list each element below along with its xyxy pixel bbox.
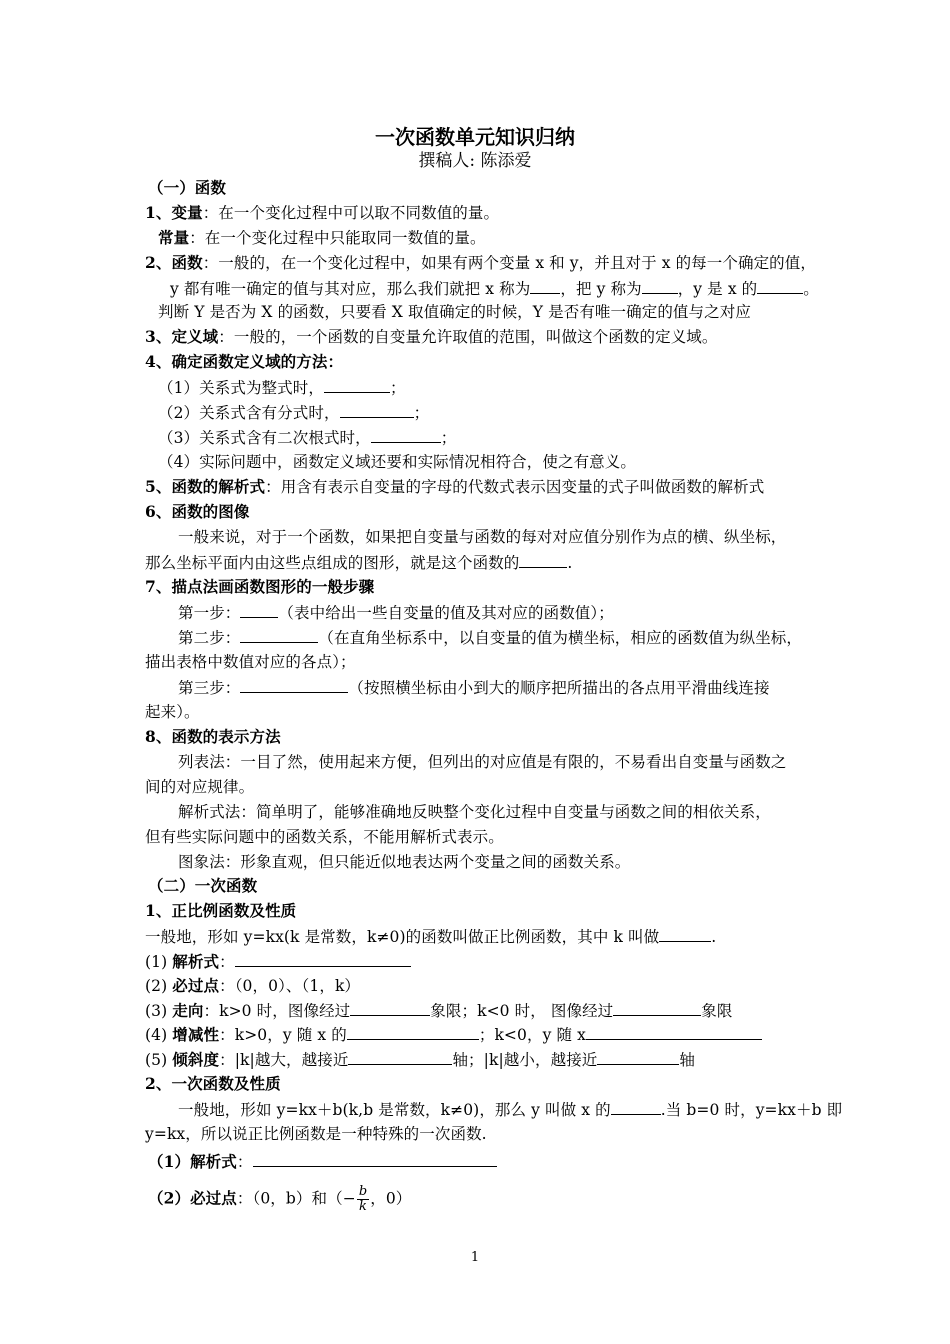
step-3-cont: 起来）。 bbox=[145, 703, 200, 721]
heading-plot-steps: 7、描点法画函数图形的一般步骤 bbox=[145, 577, 375, 596]
text-fragment: （2）关系式含有分式时， bbox=[158, 404, 340, 422]
linear-item-2 bbox=[148, 1185, 411, 1214]
text-fragment: y 都有唯一确定的值与其对应，那么我们就把 x 称为 bbox=[170, 280, 531, 298]
text-fragment: (5) bbox=[145, 1051, 168, 1069]
text-fragment: (1) bbox=[145, 953, 168, 971]
def-function-1: ：一般的，在一个变化过程中，如果有两个变量 x 和 y，并且对于 x 的每一个确定的值， bbox=[202, 254, 816, 272]
fraction-b-over-k bbox=[357, 1185, 369, 1214]
text-fragment: ，0） bbox=[370, 1189, 412, 1208]
blank-12 bbox=[235, 951, 411, 967]
prop-item-4 bbox=[145, 1024, 762, 1045]
heading-representation: 8、函数的表示方法 bbox=[145, 727, 281, 746]
step-3 bbox=[178, 677, 770, 698]
text-fragment: 轴 bbox=[679, 1051, 695, 1069]
text-fragment: 。 bbox=[803, 280, 819, 298]
term-expression: （1）解析式 bbox=[148, 1152, 237, 1171]
heading-proportional: 1、正比例函数及性质 bbox=[145, 901, 297, 920]
text-fragment: （在直角坐标系中，以自变量的值为横坐标，相应的函数值为纵坐标， bbox=[318, 629, 803, 647]
text-fragment: 一般地，形如 y=kx(k 是常数，k≠0)的函数叫做正比例函数，其中 k 叫做 bbox=[145, 928, 660, 946]
page-number: 1 bbox=[470, 1250, 480, 1265]
heading-function-graph: 6、函数的图像 bbox=[145, 502, 250, 521]
blank-20 bbox=[253, 1151, 497, 1167]
term-domain: 3、定义域 bbox=[145, 327, 219, 346]
para-graph-1: 一般来说，对于一个函数，如果把自变量与函数的每对对应值分别作为点的横、纵坐标， bbox=[178, 528, 787, 546]
blank-9 bbox=[240, 627, 318, 643]
text-fragment: 第三步： bbox=[178, 679, 241, 697]
text-fragment: 一般地，形如 y=kx＋b(k,b 是常数，k≠0)，那么 y 叫做 x 的 bbox=[178, 1101, 611, 1119]
para-domain bbox=[145, 327, 718, 347]
text-fragment: 象限；k<0 时， 图像经过 bbox=[430, 1002, 614, 1020]
blank-17 bbox=[348, 1049, 452, 1065]
text-fragment: 第一步： bbox=[178, 604, 241, 622]
text-fragment: (3) bbox=[145, 1002, 168, 1020]
section-heading-linear: （二）一次函数 bbox=[148, 876, 258, 895]
term-direction: 走向 bbox=[172, 1001, 204, 1020]
def-constant: ：在一个变化过程中只能取同一数值的量。 bbox=[189, 229, 486, 247]
domain-method-1 bbox=[158, 377, 406, 398]
term-variable: 1、变量 bbox=[145, 203, 203, 222]
blank-8 bbox=[240, 602, 278, 618]
blank-3 bbox=[757, 278, 803, 294]
para-function-judge: 判断 Y 是否为 X 的函数，只要看 X 取值确定的时候，Y 是否有唯一确定的值与之对应 bbox=[158, 303, 751, 321]
text-fragment: ； bbox=[413, 404, 430, 422]
para-graph-2 bbox=[145, 552, 572, 573]
step-1 bbox=[178, 602, 614, 623]
text-fragment: ： bbox=[236, 1153, 253, 1171]
blank-2 bbox=[642, 278, 678, 294]
text-fragment: .当 b=0 时，y=kx＋b 即 bbox=[660, 1101, 843, 1119]
para-linear-def bbox=[178, 1099, 842, 1120]
blank-19 bbox=[611, 1099, 661, 1115]
text-fragment: 象限 bbox=[701, 1002, 733, 1020]
blank-11 bbox=[659, 926, 711, 942]
blank-15 bbox=[347, 1024, 479, 1040]
para-variable bbox=[145, 203, 499, 223]
term-fixed-point: （2）必过点 bbox=[148, 1188, 237, 1208]
para-table-method: 列表法：一目了然，使用起来方便，但列出的对应值是有限的，不易看出自变量与函数之 bbox=[178, 753, 787, 771]
document-author: 撰稿人: 陈添爱 bbox=[418, 151, 532, 171]
prop-item-3 bbox=[145, 1000, 732, 1021]
domain-method-3 bbox=[158, 427, 456, 448]
text-fragment: 那么坐标平面内由这些点组成的图形，就是这个函数的 bbox=[145, 554, 520, 572]
blank-13 bbox=[350, 1000, 430, 1016]
text-fragment: （按照横坐标由小到大的顺序把所描出的各点用平滑曲线连接 bbox=[348, 679, 770, 697]
para-constant bbox=[158, 228, 486, 248]
text-fragment: ：k>0，y 随 x 的 bbox=[219, 1026, 347, 1044]
text-fragment: ，y 是 x 的 bbox=[677, 280, 758, 298]
para-table-method-cont: 间的对应规律。 bbox=[145, 778, 255, 796]
text-fragment: （1）关系式为整式时， bbox=[158, 379, 324, 397]
text-fragment: （表中给出一些自变量的值及其对应的函数值）； bbox=[278, 604, 614, 622]
para-function-2 bbox=[170, 278, 819, 299]
text-fragment: ，把 y 称为 bbox=[560, 280, 642, 298]
text-fragment: ；k<0，y 随 x bbox=[478, 1026, 586, 1044]
para-function bbox=[145, 253, 816, 273]
prop-item-2 bbox=[145, 976, 360, 996]
para-formula-method: 解析式法：简单明了，能够准确地反映整个变化过程中自变量与函数之间的相依关系， bbox=[178, 803, 771, 821]
term-expression: 解析式 bbox=[172, 952, 220, 971]
text-fragment: 轴；|k|越小，越接近 bbox=[452, 1051, 598, 1069]
prop-item-1 bbox=[145, 951, 411, 972]
text-fragment: ：（0，0）、（1，k） bbox=[219, 977, 361, 995]
document-title: 一次函数单元知识归纳 bbox=[375, 125, 575, 149]
prop-item-5 bbox=[145, 1049, 695, 1070]
blank-18 bbox=[597, 1049, 679, 1065]
para-expression bbox=[145, 477, 764, 497]
domain-method-2 bbox=[158, 402, 429, 423]
text-fragment: （3）关系式含有二次根式时， bbox=[158, 429, 371, 447]
text-fragment: ： bbox=[219, 953, 235, 971]
def-domain: ：一般的，一个函数的自变量允许取值的范围，叫做这个函数的定义域。 bbox=[218, 328, 718, 346]
fraction-denominator: k bbox=[359, 1199, 368, 1214]
term-slope: 倾斜度 bbox=[172, 1050, 220, 1069]
text-fragment: ：k>0 时，图像经过 bbox=[203, 1002, 351, 1020]
term-fixed-point: 必过点 bbox=[172, 976, 220, 995]
text-fragment: ：（0，b）和（− bbox=[236, 1189, 356, 1208]
para-linear-def-cont: y=kx，所以说正比例函数是一种特殊的一次函数. bbox=[145, 1125, 487, 1143]
blank-4 bbox=[324, 377, 390, 393]
step-2-cont: 描出表格中数值对应的各点）； bbox=[145, 653, 356, 671]
blank-14 bbox=[613, 1000, 701, 1016]
fraction-numerator: b bbox=[358, 1184, 368, 1199]
blank-5 bbox=[340, 402, 414, 418]
text-fragment: 第二步： bbox=[178, 629, 241, 647]
blank-1 bbox=[530, 278, 560, 294]
para-formula-method-cont: 但有些实际问题中的函数关系，不能用解析式表示。 bbox=[145, 828, 504, 846]
linear-item-1 bbox=[148, 1151, 497, 1172]
heading-domain-methods: 4、确定函数定义域的方法： bbox=[145, 352, 344, 371]
text-fragment: . bbox=[711, 928, 717, 946]
blank-16 bbox=[586, 1024, 762, 1040]
heading-linear-function: 2、一次函数及性质 bbox=[145, 1074, 281, 1093]
domain-method-4: （4）实际问题中，函数定义域还要和实际情况相符合，使之有意义。 bbox=[158, 453, 636, 471]
text-fragment: ：|k|越大，越接近 bbox=[219, 1051, 349, 1069]
blank-7 bbox=[519, 552, 567, 568]
para-graph-method: 图象法：形象直观，但只能近似地表达两个变量之间的函数关系。 bbox=[178, 853, 631, 871]
blank-10 bbox=[240, 677, 348, 693]
def-variable: ：在一个变化过程中可以取不同数值的量。 bbox=[202, 204, 500, 222]
para-proportional-def bbox=[145, 926, 716, 947]
step-2 bbox=[178, 627, 802, 648]
text-fragment: . bbox=[567, 554, 573, 572]
text-fragment: ； bbox=[440, 429, 457, 447]
section-heading-functions: （一）函数 bbox=[148, 178, 227, 197]
term-monotonicity: 增减性 bbox=[172, 1025, 220, 1044]
term-expression: 5、函数的解析式 bbox=[145, 477, 266, 496]
term-constant: 常量 bbox=[158, 228, 190, 247]
text-fragment: ； bbox=[389, 379, 406, 397]
text-fragment: (4) bbox=[145, 1026, 168, 1044]
def-expression: ：用含有表示自变量的字母的代数式表示因变量的式子叫做函数的解析式 bbox=[265, 478, 765, 496]
blank-6 bbox=[371, 427, 441, 443]
term-function: 2、函数 bbox=[145, 253, 203, 272]
text-fragment: (2) bbox=[145, 977, 168, 995]
